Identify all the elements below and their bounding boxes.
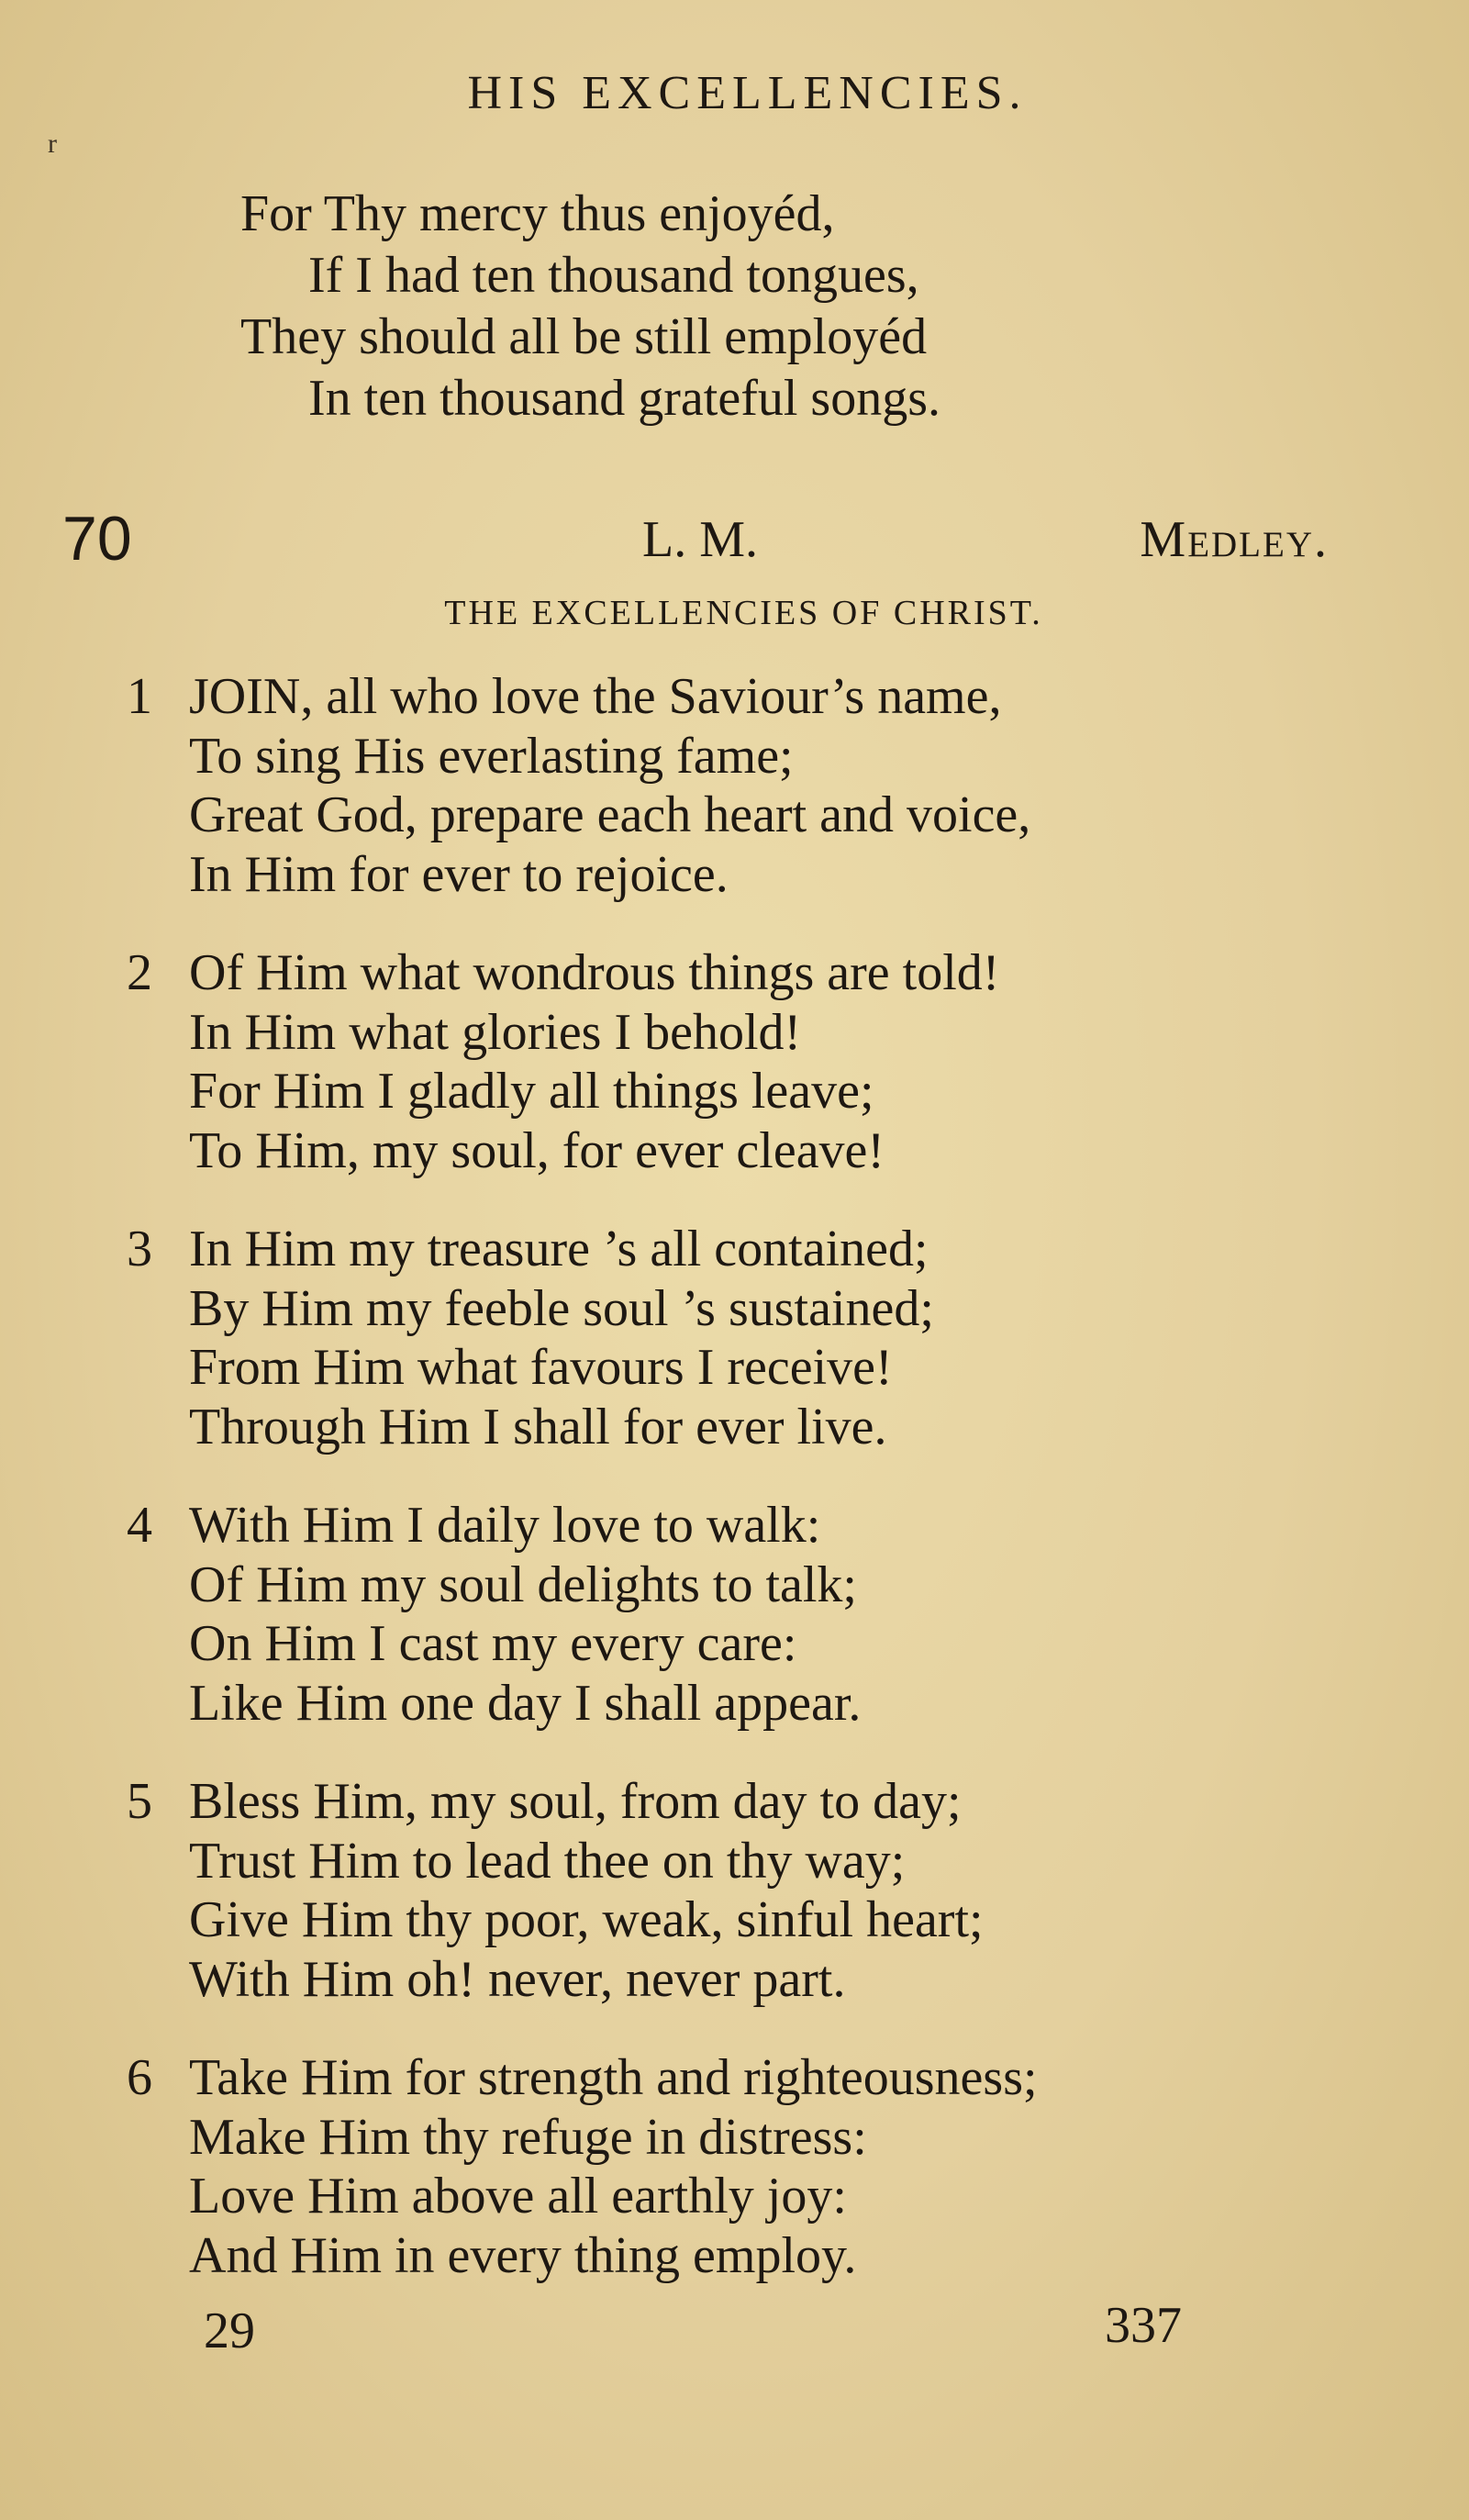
hymn-meter: L. M. bbox=[642, 511, 758, 568]
verse-line: In Him for ever to rejoice. bbox=[189, 845, 729, 903]
stanza-number: 3 bbox=[127, 1221, 152, 1277]
verse-line: They should all be still employéd bbox=[240, 308, 928, 365]
verse-line: On Him I cast my every care: bbox=[189, 1615, 797, 1672]
hymn-number: 70 bbox=[62, 504, 132, 574]
verse-line: From Him what favours I receive! bbox=[189, 1339, 893, 1396]
verse-line: In Him my treasure ’s all contained; bbox=[189, 1221, 929, 1277]
verse-line: Like Him one day I shall appear. bbox=[189, 1674, 862, 1732]
previous-hymn-stanza bbox=[240, 184, 940, 429]
verse-line: By Him my feeble soul ’s sustained; bbox=[189, 1279, 934, 1337]
verse-line: To sing His everlasting fame; bbox=[189, 727, 794, 785]
stanza-number: 6 bbox=[127, 2049, 152, 2106]
hymn-title: THE EXCELLENCIES OF CHRIST. bbox=[444, 594, 1043, 632]
stanza-number: 1 bbox=[127, 668, 152, 725]
stanza-number: 5 bbox=[127, 1773, 152, 1830]
verse-line: For Him I gladly all things leave; bbox=[189, 1063, 874, 1120]
hymn-tune: Medley. bbox=[1140, 511, 1329, 568]
verse-line: If I had ten thousand tongues, bbox=[308, 247, 919, 304]
verse-line: Take Him for strength and righteousness; bbox=[189, 2049, 1038, 2106]
hymn-header bbox=[62, 503, 1329, 585]
page-number: 337 bbox=[1105, 2297, 1182, 2354]
verse-line: Make Him thy refuge in distress: bbox=[189, 2108, 867, 2166]
verse-line: Great God, prepare each heart and voice, bbox=[189, 786, 1031, 843]
stanza-6 bbox=[128, 2048, 1038, 2285]
stanza-3 bbox=[128, 1220, 1038, 1456]
verse-line: Of Him what wondrous things are told! bbox=[189, 944, 1000, 1001]
verse-line: Trust Him to lead thee on thy way; bbox=[189, 1832, 906, 1890]
margin-mark: r bbox=[48, 128, 57, 159]
stanza-5 bbox=[128, 1772, 1038, 2009]
running-head: HIS EXCELLENCIES. bbox=[467, 67, 1028, 119]
verse-line: Give Him thy poor, weak, sinful heart; bbox=[189, 1891, 984, 1948]
stanza-number: 4 bbox=[127, 1497, 152, 1554]
verse-line: And Him in every thing employ. bbox=[189, 2226, 857, 2284]
stanza-4 bbox=[128, 1496, 1038, 1733]
signature-mark: 29 bbox=[204, 2303, 255, 2359]
verse-line: With Him I daily love to walk: bbox=[189, 1497, 821, 1554]
verse-line: In ten thousand grateful songs. bbox=[308, 370, 940, 427]
verse-line: For Thy mercy thus enjoyéd, bbox=[240, 185, 835, 242]
verse-line: JOIN, all who love the Saviour’s name, bbox=[189, 668, 1002, 725]
verse-line: Through Him I shall for ever live. bbox=[189, 1398, 887, 1455]
stanza-2 bbox=[128, 943, 1038, 1180]
hymn-stanzas bbox=[128, 667, 1038, 2325]
verse-line: To Him, my soul, for ever cleave! bbox=[189, 1121, 885, 1179]
verse-line: With Him oh! never, never part. bbox=[189, 1950, 846, 2008]
verse-line: In Him what glories I behold! bbox=[189, 1003, 802, 1061]
verse-line: Of Him my soul delights to talk; bbox=[189, 1555, 857, 1613]
verse-line: Bless Him, my soul, from day to day; bbox=[189, 1773, 962, 1830]
stanza-1 bbox=[128, 667, 1038, 904]
verse-line: Love Him above all earthly joy: bbox=[189, 2168, 847, 2225]
stanza-number: 2 bbox=[127, 944, 152, 1001]
